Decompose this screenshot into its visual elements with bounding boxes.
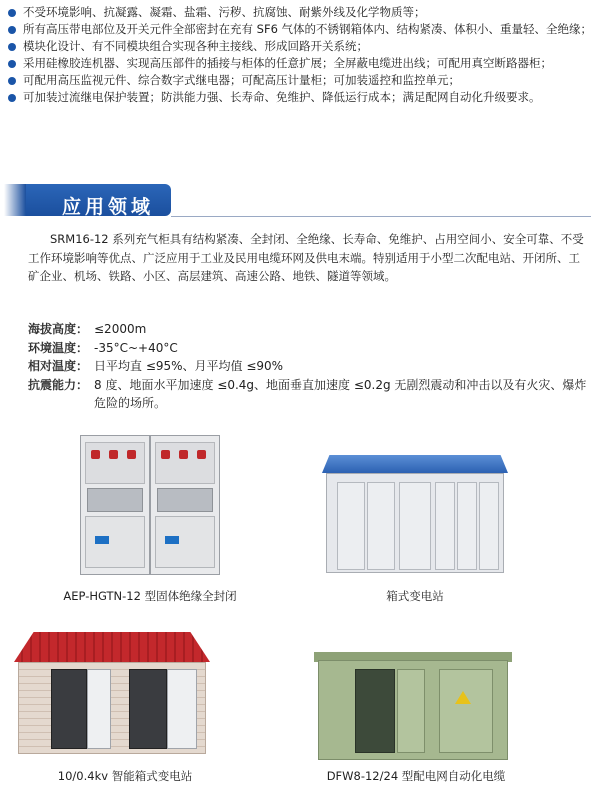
spec-label: 抗震能力： — [28, 377, 89, 392]
indicator-light — [109, 450, 118, 459]
section-divider — [171, 216, 591, 217]
product-image-box-substation — [322, 455, 508, 573]
bullet-dot-icon — [8, 77, 16, 85]
bullet-dot-icon — [8, 43, 16, 51]
feature-item: 采用硅橡胶连机器、实现高压部件的插接与柜体的任意扩展；全屏蔽电缆进出线；可配用真空断路器柜； — [6, 55, 594, 72]
warning-icon — [455, 691, 471, 704]
bullet-dot-icon — [8, 94, 16, 102]
spec-list — [28, 320, 588, 413]
spec-value: -35°C~+40°C — [94, 340, 178, 355]
product-caption: DFW8-12/24 型配电网自动化电缆 — [326, 769, 506, 783]
feature-item: 模块化设计、有不同模块组合实现各种主接线、形成回路开关系统； — [6, 38, 594, 55]
section-title: 应用领域 — [62, 196, 155, 218]
section-header-bar — [26, 184, 171, 216]
intro-paragraph: SRM16-12 系列充气柜具有结构紧凑、全封闭、全绝缘、长寿命、免维护、占用空间小、安全可靠、不受工作环境影响等优点、广泛应用于工业及民用电缆环网及供电末端。特别适用于小型二次配电站、开闭所、工矿企业、机场、铁路、小区、高层建筑、高速公路、地铁、隧道等领域。 — [28, 232, 584, 283]
feature-item: 所有高压带电部位及开关元件全部密封在充有 SF6 气体的不锈钢箱体内、结构紧凑、体积小、重量轻、全绝缘； — [6, 21, 594, 38]
indicator-light — [127, 450, 136, 459]
bullet-dot-icon — [8, 9, 16, 17]
spec-value: 日平均直 ≤95%、月平均值 ≤90% — [94, 359, 284, 373]
bullet-dot-icon — [8, 60, 16, 68]
spec-label: 海拔高度： — [28, 322, 89, 336]
feature-item: 可加装过流继电保护装置；防洪能力强、长寿命、免维护、降低运行成本；满足配网自动化升级要求。 — [6, 89, 594, 106]
indicator-light — [91, 450, 100, 459]
product-caption: 箱式变电站 — [386, 589, 444, 603]
spec-row-altitude — [28, 320, 588, 339]
feature-item: 不受环境影响、抗凝露、凝霜、盐霜、污秽、抗腐蚀、耐紫外线及化学物质等； — [6, 4, 594, 21]
indicator-light — [197, 450, 206, 459]
indicator-light — [161, 450, 170, 459]
spec-row-seismic — [28, 376, 588, 413]
spec-value: ≤2000m — [94, 322, 147, 336]
feature-list — [6, 4, 594, 106]
spec-label: 相对温度： — [28, 359, 89, 373]
spec-row-humidity — [28, 357, 588, 376]
bullet-dot-icon — [8, 26, 16, 34]
spec-label: 环境温度： — [28, 340, 89, 355]
spec-row-temperature — [28, 339, 588, 358]
cabinet-right — [150, 435, 220, 575]
section-header — [0, 178, 600, 224]
feature-item: 可配用高压监视元件、综合数字式继电器；可配高压计量柜；可加装遥控和监控单元； — [6, 72, 594, 89]
product-caption: 10/0.4kv 智能箱式变电站 — [57, 769, 193, 783]
product-caption: AEP-HGTN-12 型固体绝缘全封闭 — [63, 589, 237, 603]
indicator-light — [179, 450, 188, 459]
spec-value: 8 度、地面水平加速度 ≤0.4g、地面垂直加速度 ≤0.2g 无剧烈震动和冲击以及有火灾、爆炸危险的场所。 — [94, 377, 587, 410]
cabinet-left — [80, 435, 150, 575]
